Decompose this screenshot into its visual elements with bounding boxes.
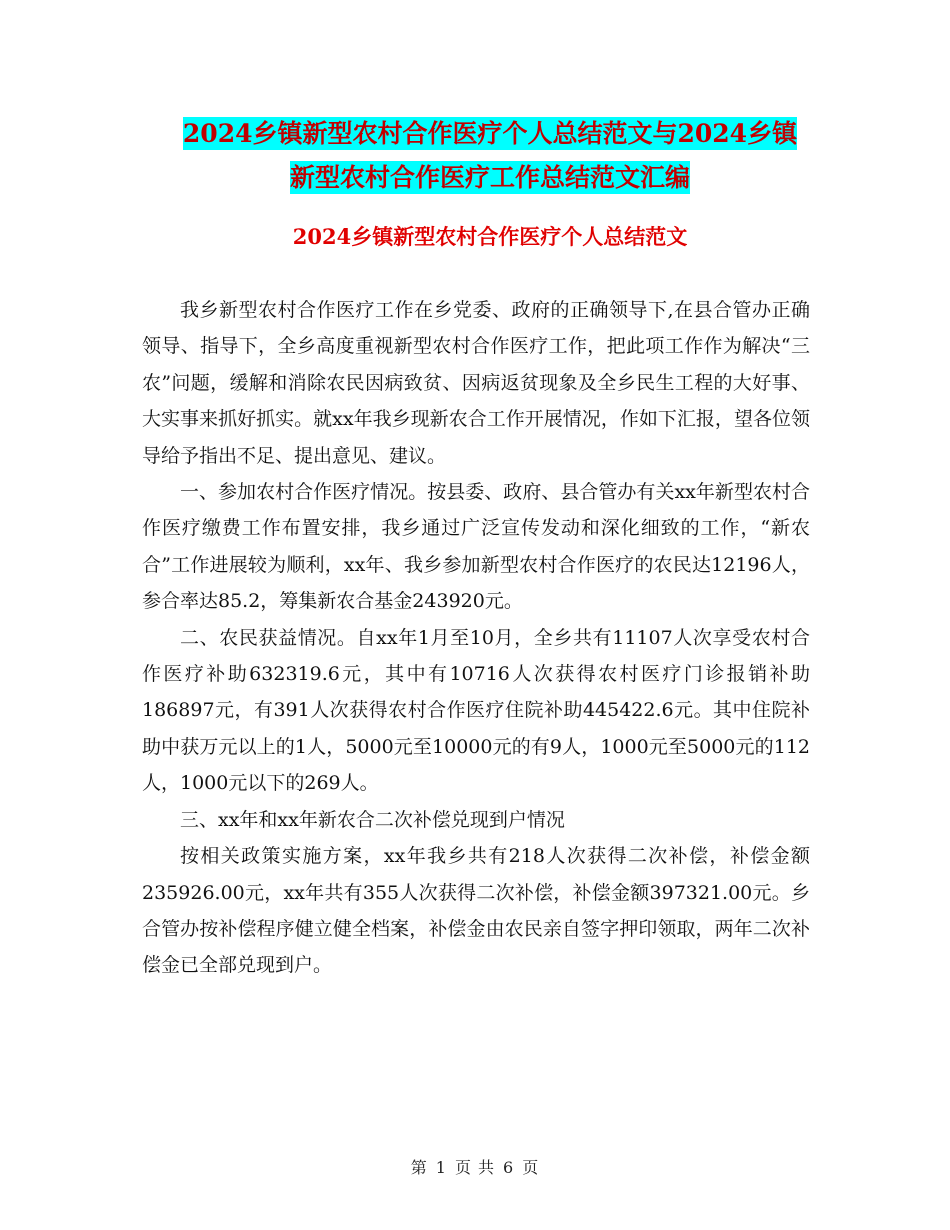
footer-prefix: 第	[410, 1158, 428, 1177]
paragraph-heading-secondary-compensation: 三、xx年和xx年新农合二次补偿兑现到户情况	[180, 808, 565, 831]
footer-mid: 页 共	[454, 1158, 496, 1177]
paragraph-secondary-compensation: 按相关政策实施方案，xx年我乡共有218人次获得二次补偿，补偿金额235926.00元，xx年共有355人次获得二次补偿，补偿金额397321.00元。乡合管办按补偿程序健立健全档案，补偿金由农民亲自签字押印领取，两年二次补偿金已全部兑现到户。	[142, 845, 810, 977]
section-title: 2024乡镇新型农村合作医疗个人总结范文	[292, 224, 688, 249]
paragraph-benefits: 二、农民获益情况。自xx年1月至10月，全乡共有11107人次享受农村合作医疗补助632319.6元，其中有10716人次获得农村医疗门诊报销补助186897元，有391人次获得农村合作医疗住院补助445422.6元。其中住院补助中获万元以上的1人，5000元至10000元的有9人，1000元至5000元的112人，1000元以下的269人。	[142, 626, 810, 795]
document-body	[142, 292, 810, 984]
paragraph-participation: 一、参加农村合作医疗情况。按县委、政府、县合管办有关xx年新型农村合作医疗缴费工作布置安排，我乡通过广泛宣传发动和深化细致的工作，“新农合”工作进展较为顺利，xx年、我乡参加新型农村合作医疗的农民达12196人，参合率达85.2，筹集新农合基金243920元。	[142, 481, 810, 613]
footer-page-number: 1	[435, 1158, 447, 1177]
footer-suffix: 页	[522, 1158, 540, 1177]
document-title-line-2: 新型农村合作医疗工作总结范文汇编	[289, 163, 690, 192]
paragraph-intro: 我乡新型农村合作医疗工作在乡党委、政府的正确领导下,在县合管办正确领导、指导下，全乡高度重视新型农村合作医疗工作，把此项工作作为解决“三农”问题，缓解和消除农民因病致贫、因病返贫现象及全乡民生工程的大好事、大实事来抓好抓实。就xx年我乡现新农合工作开展情况，作如下汇报，望各位领导给予指出不足、提出意见、建议。	[142, 299, 810, 467]
footer-total-pages: 6	[503, 1158, 515, 1177]
page-footer	[0, 1155, 950, 1178]
document-title-line-1: 2024乡镇新型农村合作医疗个人总结范文与2024乡镇	[182, 119, 798, 148]
document-title	[140, 112, 840, 200]
